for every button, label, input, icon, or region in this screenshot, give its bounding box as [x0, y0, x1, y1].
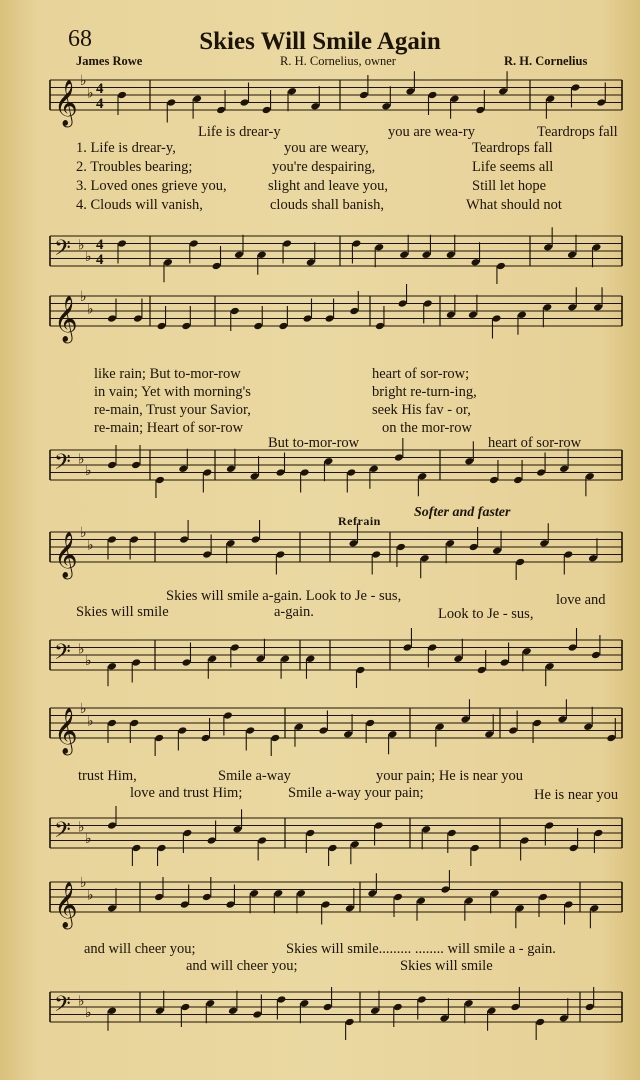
- verse3-part2: slight and leave you,: [268, 178, 389, 194]
- bass-clef-icon: 𝄢: [54, 450, 71, 480]
- bass-clef-icon: 𝄢: [54, 236, 71, 266]
- hymn-title: Skies Will Smile Again: [199, 28, 441, 55]
- flat-icon: ♭: [78, 819, 85, 836]
- treble-clef-icon: 𝄞: [54, 296, 78, 342]
- refrain-lyric-3: Skies will smile: [76, 604, 169, 620]
- bass-clef-icon: 𝄢: [54, 818, 71, 848]
- refrain-lyric-4: a-gain.: [274, 604, 314, 620]
- s5-lyric-2: Skies will smile......... ........ will smile a - gain.: [286, 941, 556, 957]
- flat-icon: ♭: [80, 73, 87, 89]
- flat-icon: ♭: [78, 993, 85, 1010]
- flat-icon: ♭: [78, 641, 85, 658]
- staff-7: [0, 696, 640, 756]
- flat-icon: ♭: [87, 301, 94, 318]
- flat-icon: ♭: [85, 462, 92, 479]
- time-signature-digit: 4: [96, 95, 104, 112]
- flat-icon: ♭: [80, 289, 87, 305]
- flat-icon: ♭: [87, 537, 94, 554]
- lyricist-credit: James Rowe: [76, 54, 143, 68]
- s4-lyric-2: Smile a-way: [218, 768, 291, 784]
- staff-10: [0, 980, 640, 1040]
- refrain-lyric-2: love and: [556, 592, 606, 608]
- flat-icon: ♭: [85, 248, 92, 265]
- staff-3: [0, 284, 640, 344]
- verse3-part1: 3. Loved ones grieve you,: [76, 178, 227, 194]
- s2-line2-a: in vain; Yet with morning's: [94, 384, 251, 400]
- verse2-part1: 2. Troubles bearing;: [76, 159, 193, 175]
- s2-bass-lyric-1: But to-mor-row: [268, 435, 360, 451]
- treble-clef-icon: 𝄞: [54, 80, 78, 126]
- verse2-part2: you're despairing,: [272, 159, 376, 175]
- staff-9: [0, 870, 640, 930]
- s2-line3-a: re-main, Trust your Savior,: [94, 402, 251, 418]
- copyright-owner-credit: R. H. Cornelius, owner: [280, 54, 396, 68]
- flat-icon: ♭: [87, 713, 94, 730]
- verse4-part2: clouds shall banish,: [270, 197, 384, 213]
- alto-lyric-1: Life is drear-y: [198, 124, 281, 140]
- alto-lyric-2: you are wea-ry: [388, 124, 475, 140]
- staff-1: [0, 68, 640, 128]
- flat-icon: ♭: [80, 875, 87, 891]
- s2-line1-b: heart of sor-row;: [372, 366, 470, 382]
- s4-lyric-3: your pain; He is near you: [376, 768, 523, 784]
- staff-6: [0, 628, 640, 688]
- verse1-part3: Teardrops fall: [472, 140, 553, 156]
- flat-icon: ♭: [78, 451, 85, 468]
- verse4-part3: What should not: [466, 197, 562, 213]
- flat-icon: ♭: [87, 85, 94, 102]
- s5-lyric-4: Skies will smile: [400, 958, 493, 974]
- s2-line4-b: on the mor-row: [382, 420, 472, 436]
- flat-icon: ♭: [85, 830, 92, 847]
- flat-icon: ♭: [80, 701, 87, 717]
- s5-lyric-3: and will cheer you;: [186, 958, 298, 974]
- flat-icon: ♭: [80, 525, 87, 541]
- s4-lyric-4: love and trust Him;: [130, 785, 243, 801]
- s2-line1-a: like rain; But to-mor-row: [94, 366, 241, 382]
- s5-lyric-1: and will cheer you;: [84, 941, 196, 957]
- s2-bass-lyric-2: heart of sor-row: [488, 435, 582, 451]
- flat-icon: ♭: [85, 652, 92, 669]
- verse2-part3: Life seems all: [472, 159, 554, 175]
- page-number: 68: [68, 26, 92, 52]
- refrain-lyric-1: Skies will smile a-gain. Look to Je - sus,: [166, 588, 402, 604]
- verse3-part3: Still let hope: [472, 178, 547, 194]
- flat-icon: ♭: [85, 1004, 92, 1021]
- treble-clef-icon: 𝄞: [54, 882, 78, 928]
- s2-line4-a: re-main; Heart of sor-row: [94, 420, 244, 436]
- s2-line2-b: bright re-turn-ing,: [372, 384, 477, 400]
- staff-5: [0, 520, 640, 580]
- treble-clef-icon: 𝄞: [54, 708, 78, 754]
- treble-clef-icon: 𝄞: [54, 532, 78, 578]
- time-signature-digit: 4: [96, 236, 104, 253]
- refrain-lyric-5: Look to Je - sus,: [438, 606, 534, 622]
- composer-credit: R. H. Cornelius: [504, 54, 588, 68]
- time-signature-digit: 4: [96, 251, 104, 268]
- staff-2: [0, 224, 640, 284]
- s4-lyric-1: trust Him,: [78, 768, 137, 784]
- staff-8: [0, 806, 640, 866]
- refrain-label: Refrain: [338, 514, 381, 528]
- bass-clef-icon: 𝄢: [54, 640, 71, 670]
- tempo-marking: Softer and faster: [414, 505, 511, 520]
- verse1-part1: 1. Life is drear-y,: [76, 140, 176, 156]
- flat-icon: ♭: [87, 887, 94, 904]
- flat-icon: ♭: [78, 237, 85, 254]
- s2-line3-b: seek His fav - or,: [372, 402, 471, 418]
- s4-lyric-5: Smile a-way your pain;: [288, 785, 424, 801]
- bass-clef-icon: 𝄢: [54, 992, 71, 1022]
- time-signature-digit: 4: [96, 80, 104, 97]
- verse1-part2: you are weary,: [284, 140, 369, 156]
- verse4-part1: 4. Clouds will vanish,: [76, 197, 203, 213]
- s4-lyric-6: He is near you: [534, 787, 619, 803]
- alto-lyric-3: Teardrops fall: [537, 124, 618, 140]
